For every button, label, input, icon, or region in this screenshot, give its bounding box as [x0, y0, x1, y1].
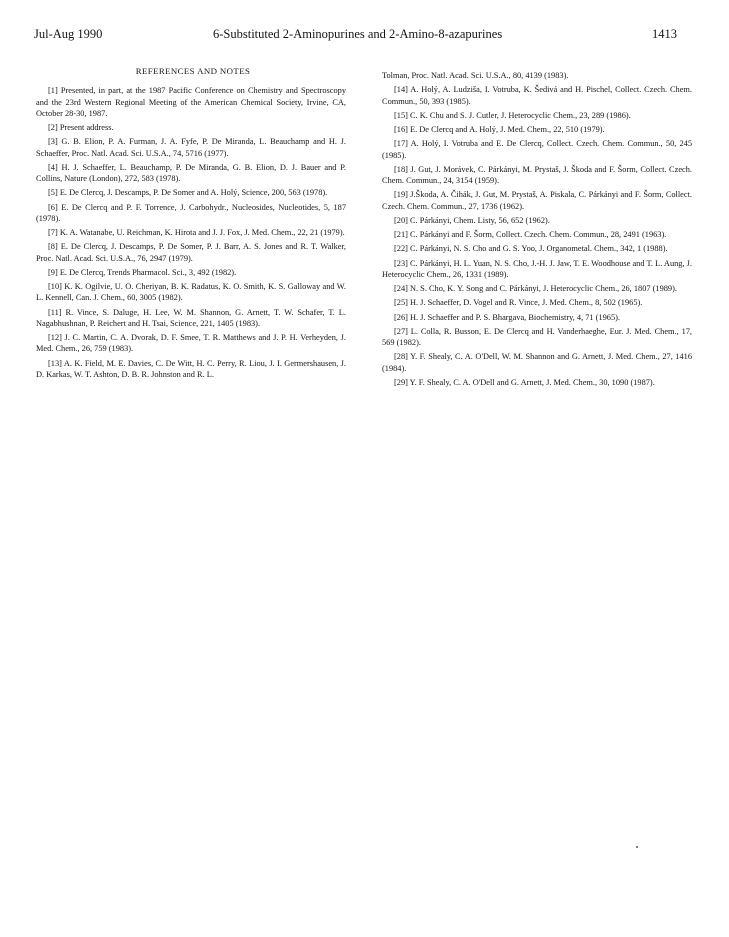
running-title: 6-Substituted 2-Aminopurines and 2-Amino-8-azapurines — [213, 27, 503, 41]
reference-item: [15] C. K. Chu and S. J. Cutler, J. Heterocyclic Chem., 23, 289 (1986). — [394, 110, 631, 120]
reference-item: [16] E. De Clercq and A. Holý, J. Med. Chem., 22, 510 (1979). — [394, 125, 605, 134]
reference-item: [18] J. Gut, J. Morávek, C. Párkányi, M. Prystaš, J. Škoda and F. Šorm, Collect. Czech. Chem. Commun., 24, 3154 (1959). — [382, 164, 692, 185]
reference-item: [20] C. Párkányi, Chem. Listy, 56, 652 (1962). — [394, 215, 550, 225]
reference-item: [23] C. Párkányi, H. L. Yuan, N. S. Cho, J.-H. J. Jaw, T. E. Woodhouse and T. L. Aung, J. Heterocyclic Chem., 26, 1331 (1989). — [382, 258, 692, 279]
reference-item: [26] H. J. Schaeffer and P. S. Bhargava, Biochemistry, 4, 71 (1965). — [394, 312, 621, 322]
reference-item: [13] A. K. Field, M. E. Davies, C. De Witt, H. C. Perry, R. Liou, J. I. Germershausen, J. D. Karkas, W. T. Ashton, D. B. R. Johnston and R. L. — [36, 358, 346, 379]
reference-item: [8] E. De Clercq, J. Descamps, P. De Somer, P. J. Barr, A. S. Jones and R. T. Walker, Proc. Natl. Acad. Sci. U.S.A., 76, 2947 (1979). — [36, 242, 346, 263]
reference-item: [29] Y. F. Shealy, C. A. O'Dell and G. Arnett, J. Med. Chem., 30, 1090 (1987). — [394, 377, 655, 387]
reference-item: [25] H. J. Schaeffer, D. Vogel and R. Vince, J. Med. Chem., 8, 502 (1965). — [394, 298, 643, 308]
reference-item: [6] E. De Clercq and P. F. Torrence, J. Carbohydr., Nucleosides, Nucleotides, 5, 187 (1978). — [36, 202, 346, 223]
reference-item: [4] H. J. Schaeffer, L. Beauchamp, P. De Miranda, G. B. Elion, D. J. Bauer and P. Collins, Nature (London), 272, 583 (1978). — [36, 162, 346, 183]
reference-item: [17] A. Holý, I. Votruba and E. De Clercq, Collect. Czech. Chem. Commun., 50, 245 (1985). — [382, 139, 692, 160]
reference-item: [14] A. Holý, A. Ludziša, I. Votruba, K. Šedivá and H. Pischel, Collect. Czech. Chem. Commun., 50, 393 (1985). — [382, 85, 692, 106]
right-column — [382, 70, 692, 391]
reference-item: [11] R. Vince, S. Daluge, H. Lee, W. M. Shannon, G. Arnett, T. W. Schafer, T. L. Nagabhushnan, P. Reichert and H. Tsai, Science, 221, 1405 (1983). — [36, 307, 346, 328]
reference-item: [22] C. Párkányi, N. S. Cho and G. S. Yoo, J. Organometal. Chem., 342, 1 (1988). — [394, 244, 668, 254]
reference-item: [3] G. B. Elion, P. A. Furman, J. A. Fyfe, P. De Miranda, L. Beauchamp and H. J. Schaeffer, Proc. Natl. Acad. Sci. U.S.A., 74, 5716 (1977). — [36, 137, 346, 158]
references-heading: REFERENCES AND NOTES — [135, 66, 251, 76]
reference-item: [24] N. S. Cho, K. Y. Song and C. Párkányi, J. Heterocyclic Chem., 26, 1807 (1989). — [394, 284, 677, 293]
reference-item: [10] K. K. Ogilvie, U. O. Cheriyan, B. K. Radatus, K. O. Smith, K. S. Galloway and W. L. Kennell, Can. J. Chem., 60, 3005 (1982). — [36, 282, 346, 303]
reference-item: [19] J.Škoda, A. Čihák, J. Gut, M. Prystaš, A. Piskala, C. Párkányi and F. Šorm, Collect. Czech. Chem. Commun., 27, 1736 (1962). — [382, 190, 692, 211]
reference-item: [27] L. Colla, R. Busson, E. De Clercq and H. Vanderhaeghe, Eur. J. Med. Chem., 17, 569 (1982). — [382, 326, 692, 347]
left-reference-list — [36, 85, 346, 380]
scan-speck — [636, 846, 638, 848]
reference-item: [2] Present address. — [48, 123, 114, 132]
page-number: 1413 — [652, 27, 677, 41]
page-header — [0, 0, 729, 48]
reference-item: [12] J. C. Martin, C. A. Dvorak, D. F. Smee, T. R. Matthews and J. P. H. Verheyden, J. Med. Chem., 26, 759 (1983). — [36, 333, 346, 354]
reference-item: [21] C. Párkányi and F. Šorm, Collect. Czech. Chem. Commun., 28, 2491 (1963). — [394, 230, 667, 239]
journal-date: Jul-Aug 1990 — [34, 27, 103, 41]
right-reference-list — [382, 84, 692, 388]
reference-item: [5] E. De Clercq, J. Descamps, P. De Somer and A. Holý, Science, 200, 563 (1978). — [48, 188, 328, 198]
reference-continuation: Tolman, Proc. Natl. Acad. Sci. U.S.A., 80, 4139 (1983). — [382, 71, 569, 80]
reference-item: [28] Y. F. Shealy, C. A. O'Dell, W. M. Shannon and G. Arnett, J. Med. Chem., 27, 1416 (1984). — [382, 352, 692, 373]
reference-item: [1] Presented, in part, at the 1987 Pacific Conference on Chemistry and Spectroscopy and the 23rd Western Regional Meeting of the American Chemical Society, Irvine, CA, October 28-30, 1987. — [36, 86, 346, 118]
left-column — [36, 66, 346, 383]
reference-item: [7] K. A. Watanabe, U. Reichman, K. Hirota and J. J. Fox, J. Med. Chem., 22, 21 (1979). — [48, 228, 345, 237]
reference-item: [9] E. De Clercq, Trends Pharmacol. Sci., 3, 492 (1982). — [48, 267, 237, 277]
